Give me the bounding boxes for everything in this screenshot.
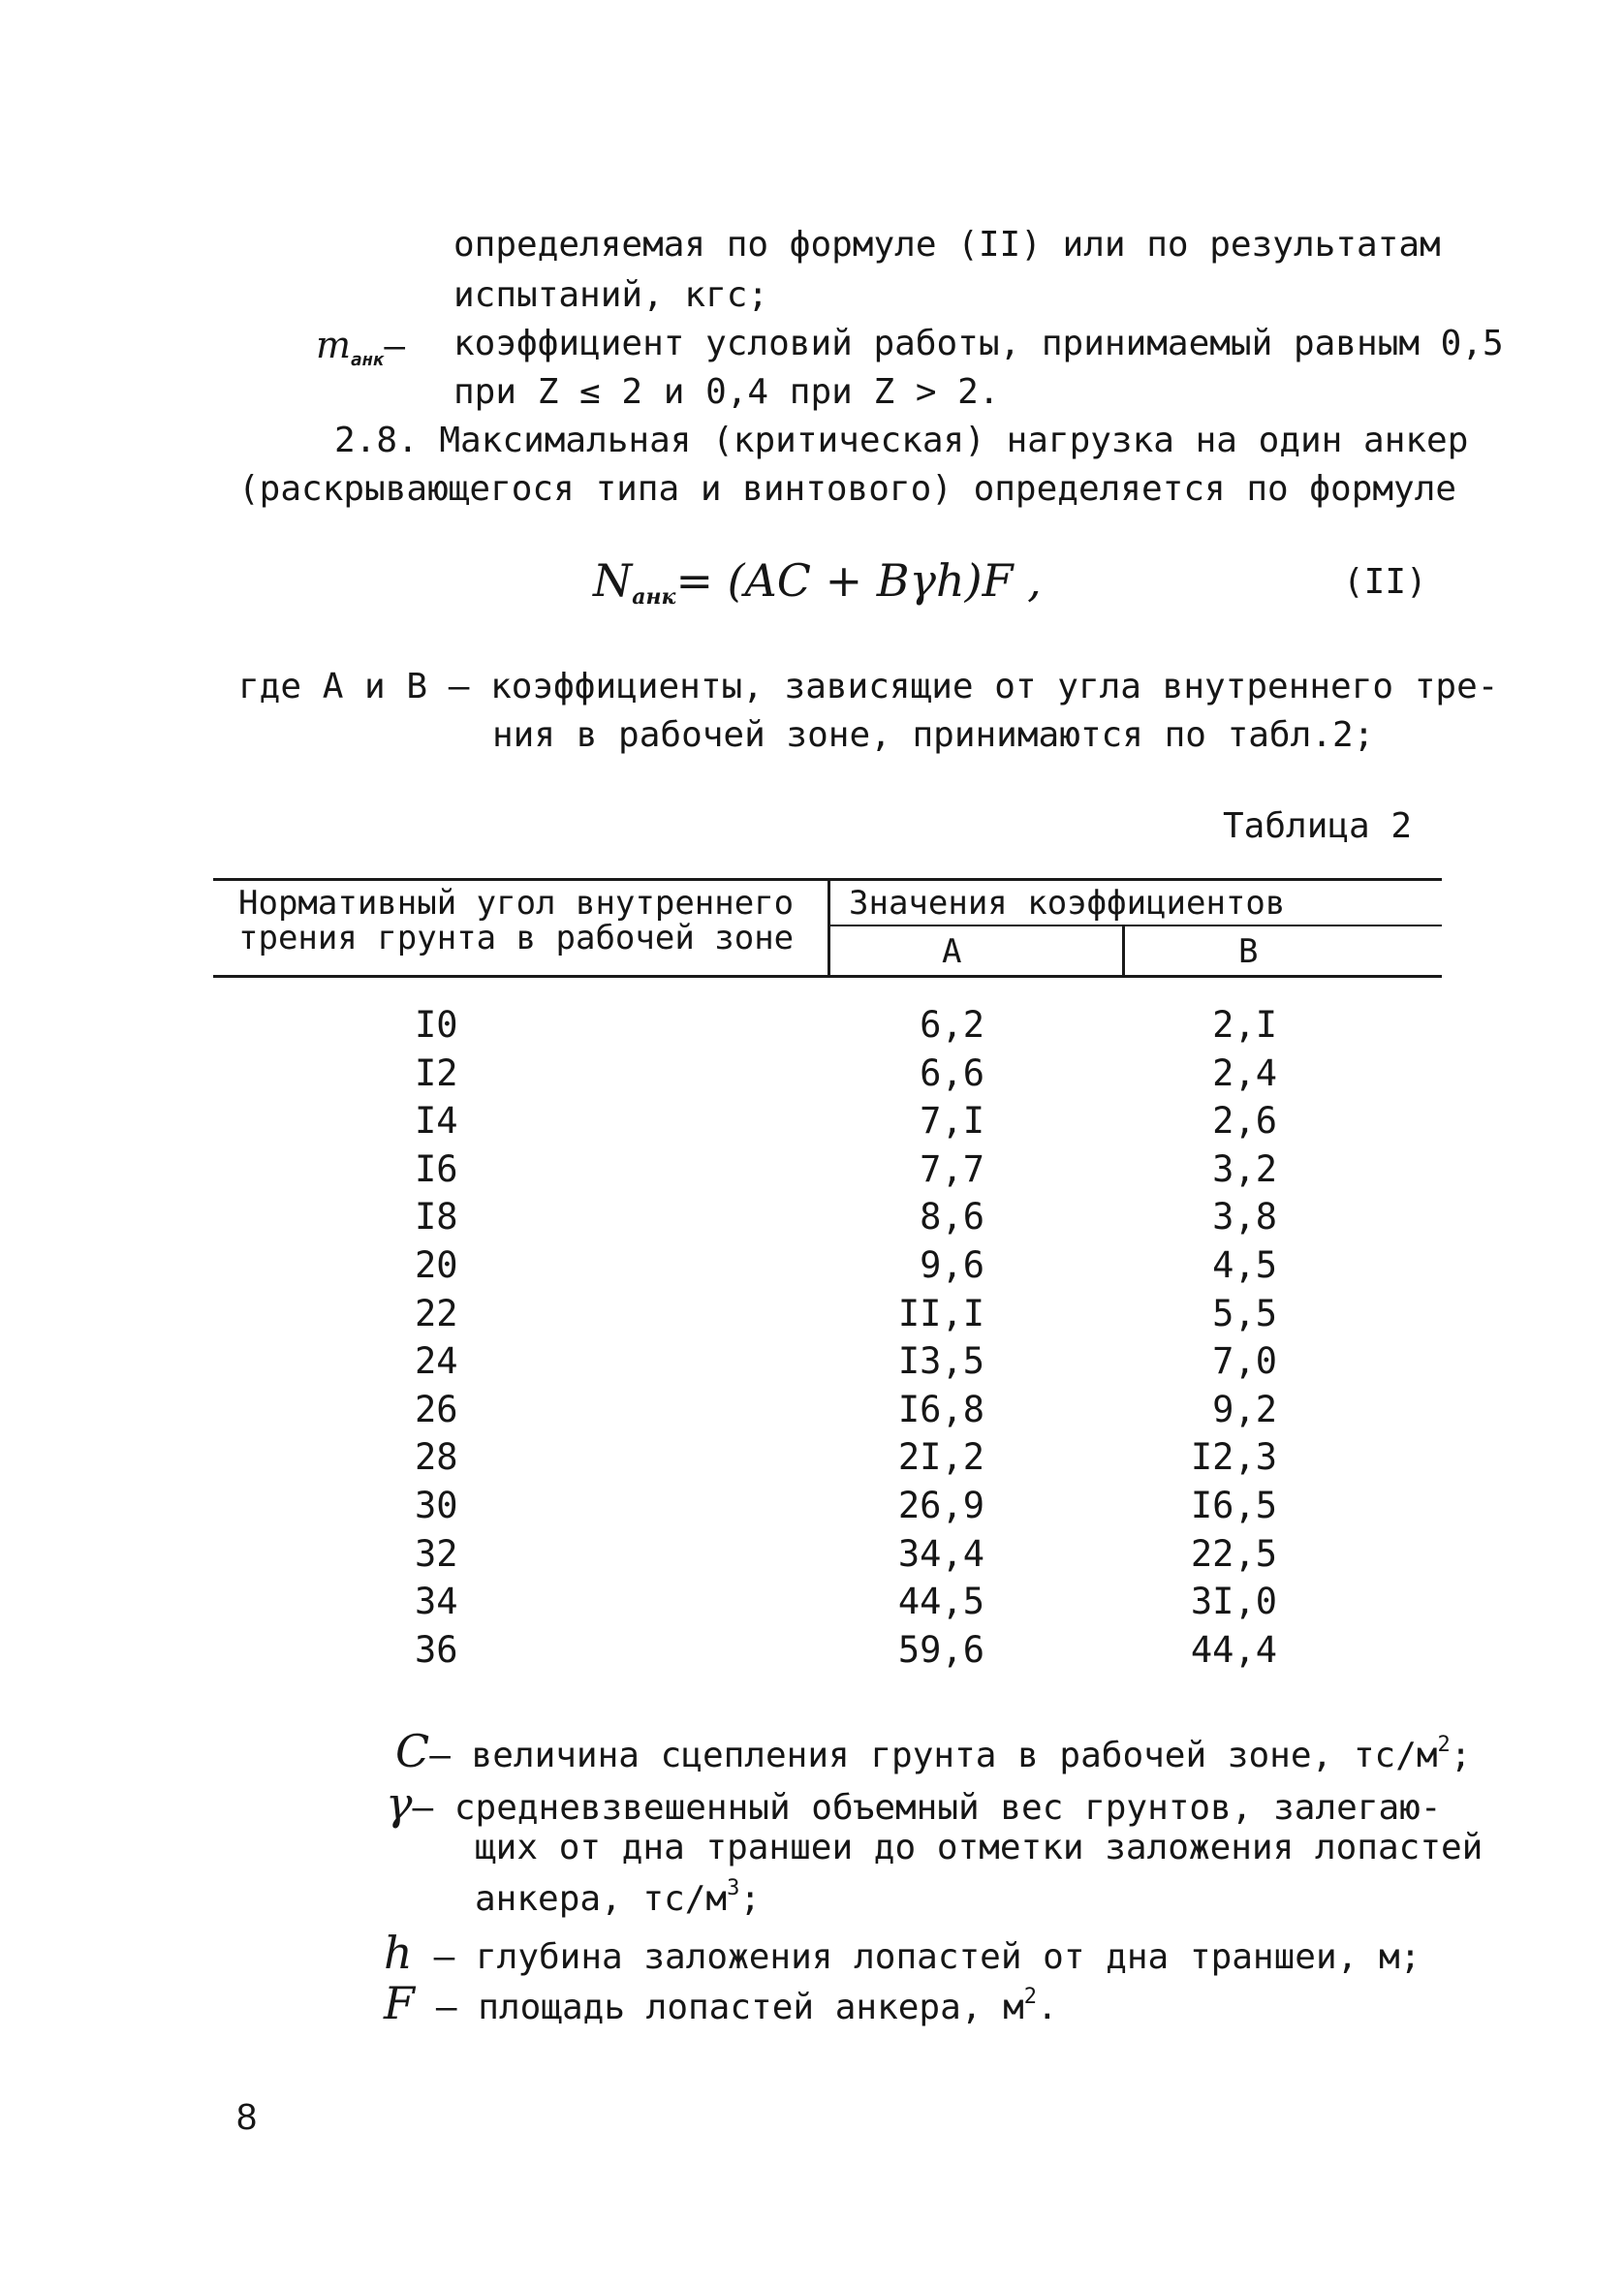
gamma-line3: анкера, тс/м [475,1879,728,1919]
c-text: – величина сцепления грунта в рабочей зоне, тс/м [429,1736,1438,1775]
cell-a: II,I [897,1293,984,1334]
gamma-sup: 3 [727,1876,740,1900]
formula-lhs: N [593,554,633,607]
paragraph-2-8-line1: 2.8. Максимальная (критическая) нагрузка на один анкер [334,421,1469,460]
cell-b: 4,5 [1212,1244,1277,1286]
paragraph-2-8-line2: (раскрывающегося типа и винтового) определяется по формуле [238,469,1457,509]
cell-angle: 26 [415,1389,458,1430]
cell-b: 5,5 [1212,1293,1277,1334]
c-end: ; [1450,1736,1472,1775]
f-sup: 2 [1023,1985,1038,2009]
header-bottom-rule [213,975,1442,978]
cell-b: 2,I [1212,1004,1277,1046]
cell-angle: 28 [415,1436,458,1478]
cell-a: 26,9 [897,1485,984,1526]
text-line: испытаний, кгс; [453,275,769,315]
cell-a: 9,6 [920,1244,984,1286]
text-line: при Z ≤ 2 и 0,4 при Z > 2. [453,372,1000,412]
cell-angle: I2 [415,1052,458,1094]
gamma-end: ; [739,1879,762,1919]
formula-rhs: = (AC + Bγh)F , [675,554,1042,607]
legend-f [384,1977,1058,2029]
cell-angle: I8 [415,1196,458,1238]
cell-b: 3,8 [1212,1196,1277,1238]
cell-angle: I4 [415,1100,458,1142]
formula-lhs-subscript: анк [632,584,676,610]
where-line1: где А и В – коэффициенты, зависящие от угла внутреннего тре- [238,667,1499,706]
f-text: – площадь лопастей анкера, м [435,1988,1024,2027]
formula [593,554,1042,610]
cell-a: 59,6 [897,1629,984,1671]
cell-b: 2,6 [1212,1100,1277,1142]
header-vertical-divider [828,880,830,977]
page-number: 8 [236,2097,258,2138]
table-caption: Таблица 2 [1223,806,1413,846]
header-coefficients: Значения коэффициентов [849,884,1286,923]
f-symbol: F [384,1977,415,2029]
cell-b: 3I,0 [1190,1581,1277,1622]
header-col-a: А [942,932,962,971]
legend-h [384,1927,1421,1979]
cell-b: I2,3 [1190,1436,1277,1478]
cell-angle: 34 [415,1581,458,1622]
legend-gamma-line3 [475,1876,761,1919]
cell-a: 44,5 [897,1581,984,1622]
text-line: коэффициент условий работы, принимаемый равным 0,5 [453,324,1504,363]
cell-a: I3,5 [897,1340,984,1382]
header-mid-rule [829,925,1442,926]
cell-b: 44,4 [1190,1629,1277,1671]
cell-angle: 36 [415,1629,458,1671]
cell-b: 9,2 [1212,1389,1277,1430]
cell-b: 3,2 [1212,1148,1277,1190]
cell-a: 34,4 [897,1533,984,1575]
formula-number: (II) [1343,562,1427,602]
m-dash: – [384,327,406,366]
c-sup: 2 [1437,1733,1451,1757]
cell-a: 2I,2 [897,1436,984,1478]
cell-angle: 20 [415,1244,458,1286]
cell-angle: 24 [415,1340,458,1382]
cell-angle: 22 [415,1293,458,1334]
f-end: . [1037,1988,1058,2027]
gamma-line1: – средневзвешенный объемный вес грунтов, залегаю- [412,1788,1442,1828]
cell-angle: 30 [415,1485,458,1526]
cell-a: 7,I [920,1100,984,1142]
cell-a: 6,2 [920,1004,984,1046]
cell-angle: 32 [415,1533,458,1575]
cell-b: I6,5 [1190,1485,1277,1526]
cell-b: 22,5 [1190,1533,1277,1575]
cell-a: 6,6 [920,1052,984,1094]
cell-b: 7,0 [1212,1340,1277,1382]
cell-angle: I0 [415,1004,458,1046]
text-line: определяемая по формуле (II) или по результатам [453,225,1441,265]
cell-a: I6,8 [897,1389,984,1430]
cell-a: 7,7 [920,1148,984,1190]
header-ab-divider [1122,926,1125,975]
header-angle-line1: Нормативный угол внутреннего [238,884,795,923]
c-symbol: C [395,1725,430,1777]
gamma-line2: щих от дна траншеи до отметки заложения лопастей [475,1828,1483,1867]
cell-a: 8,6 [920,1196,984,1238]
cell-b: 2,4 [1212,1052,1277,1094]
m-ank-term [316,324,405,370]
where-line2: ния в рабочей зоне, принимаются по табл.2; [492,715,1375,755]
header-angle-line2: трения грунта в рабочей зоне [238,919,795,957]
cell-angle: I6 [415,1148,458,1190]
h-text: – глубина заложения лопастей от дна траншеи, м; [433,1937,1421,1977]
header-col-b: В [1238,932,1259,971]
m-subscript: анк [351,349,385,370]
h-symbol: h [384,1927,413,1979]
m-symbol: m [316,324,352,366]
legend-gamma [386,1777,1442,1830]
legend-c [395,1725,1471,1777]
gamma-symbol: γ [386,1777,413,1830]
